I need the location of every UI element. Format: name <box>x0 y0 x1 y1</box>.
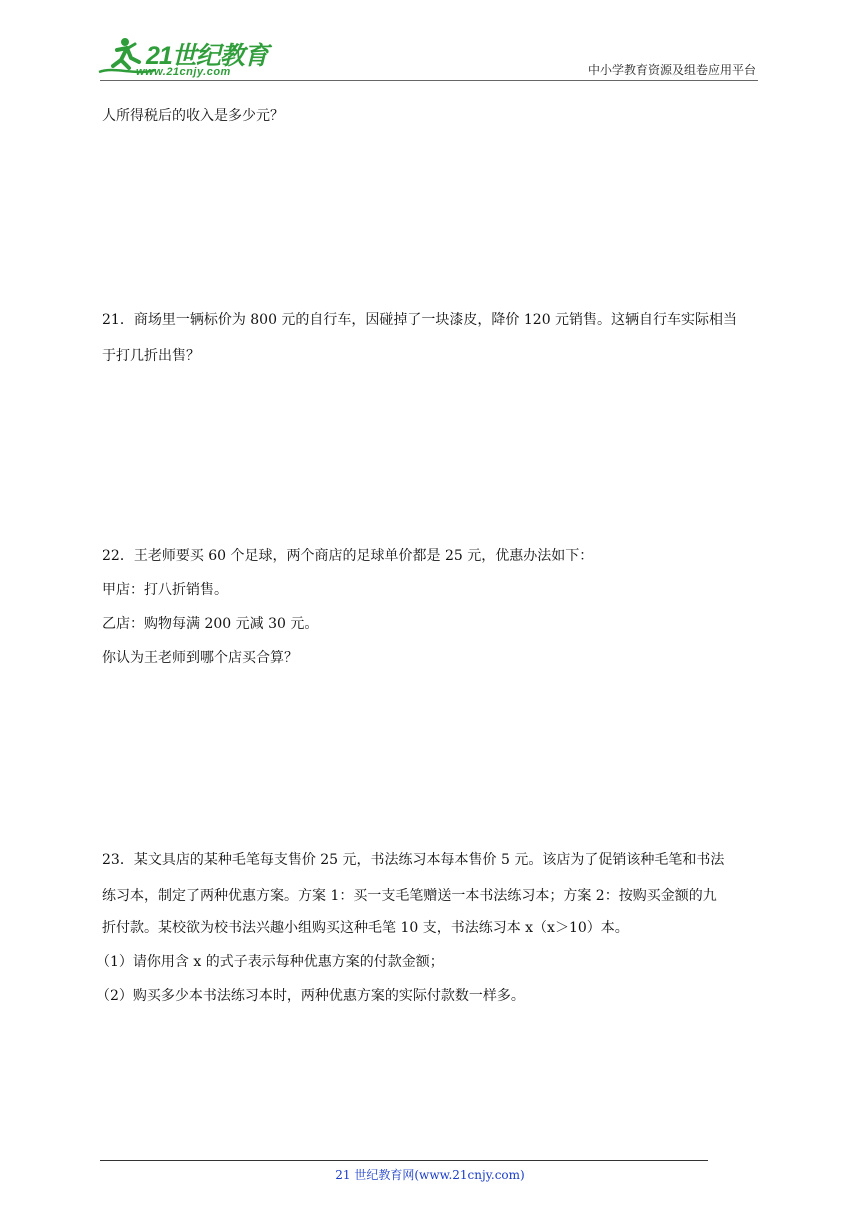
question-22-line-1: 22．王老师要买 60 个足球，两个商店的足球单价都是 25 元，优惠办法如下： <box>102 548 594 564</box>
logo-url: www.21cnjy.com <box>136 66 231 78</box>
page-header <box>0 0 860 90</box>
header-divider <box>100 80 758 81</box>
logo-wordmark: 21世纪教育 <box>146 42 268 70</box>
question-23-sub-1: （1）请你用含 x 的式子表示每种优惠方案的付款金额； <box>96 954 444 970</box>
question-22-line-3: 乙店：购物每满 200 元减 30 元。 <box>102 616 319 632</box>
platform-title: 中小学教育资源及组卷应用平台 <box>587 63 756 77</box>
question-23-line-2: 练习本，制定了两种优惠方案。方案 1：买一支毛笔赠送一本书法练习本；方案 2：按购买金额的九 <box>102 888 717 904</box>
question-22-line-2: 甲店：打八折销售。 <box>102 582 228 598</box>
question-21-line-1: 21．商场里一辆标价为 800 元的自行车，因碰掉了一块漆皮，降价 120 元销售。这辆自行车实际相当 <box>102 312 738 328</box>
question-23-line-1: 23．某文具店的某种毛笔每支售价 25 元，书法练习本每本售价 5 元。该店为了促销该种毛笔和书法 <box>102 852 725 868</box>
question-23-line-3: 折付款。某校欲为校书法兴趣小组购买这种毛笔 10 支，书法练习本 x（x＞10）本。 <box>102 920 629 936</box>
question-22-line-4: 你认为王老师到哪个店买合算？ <box>102 650 298 666</box>
continuation-text: 人所得税后的收入是多少元？ <box>102 108 284 124</box>
question-21-line-2: 于打几折出售？ <box>102 348 200 364</box>
question-23-sub-2: （2）购买多少本书法练习本时，两种优惠方案的实际付款数一样多。 <box>96 988 525 1004</box>
footer-link[interactable]: 21 世纪教育网(www.21cnjy.com) <box>335 1168 525 1182</box>
footer-divider <box>100 1160 708 1161</box>
